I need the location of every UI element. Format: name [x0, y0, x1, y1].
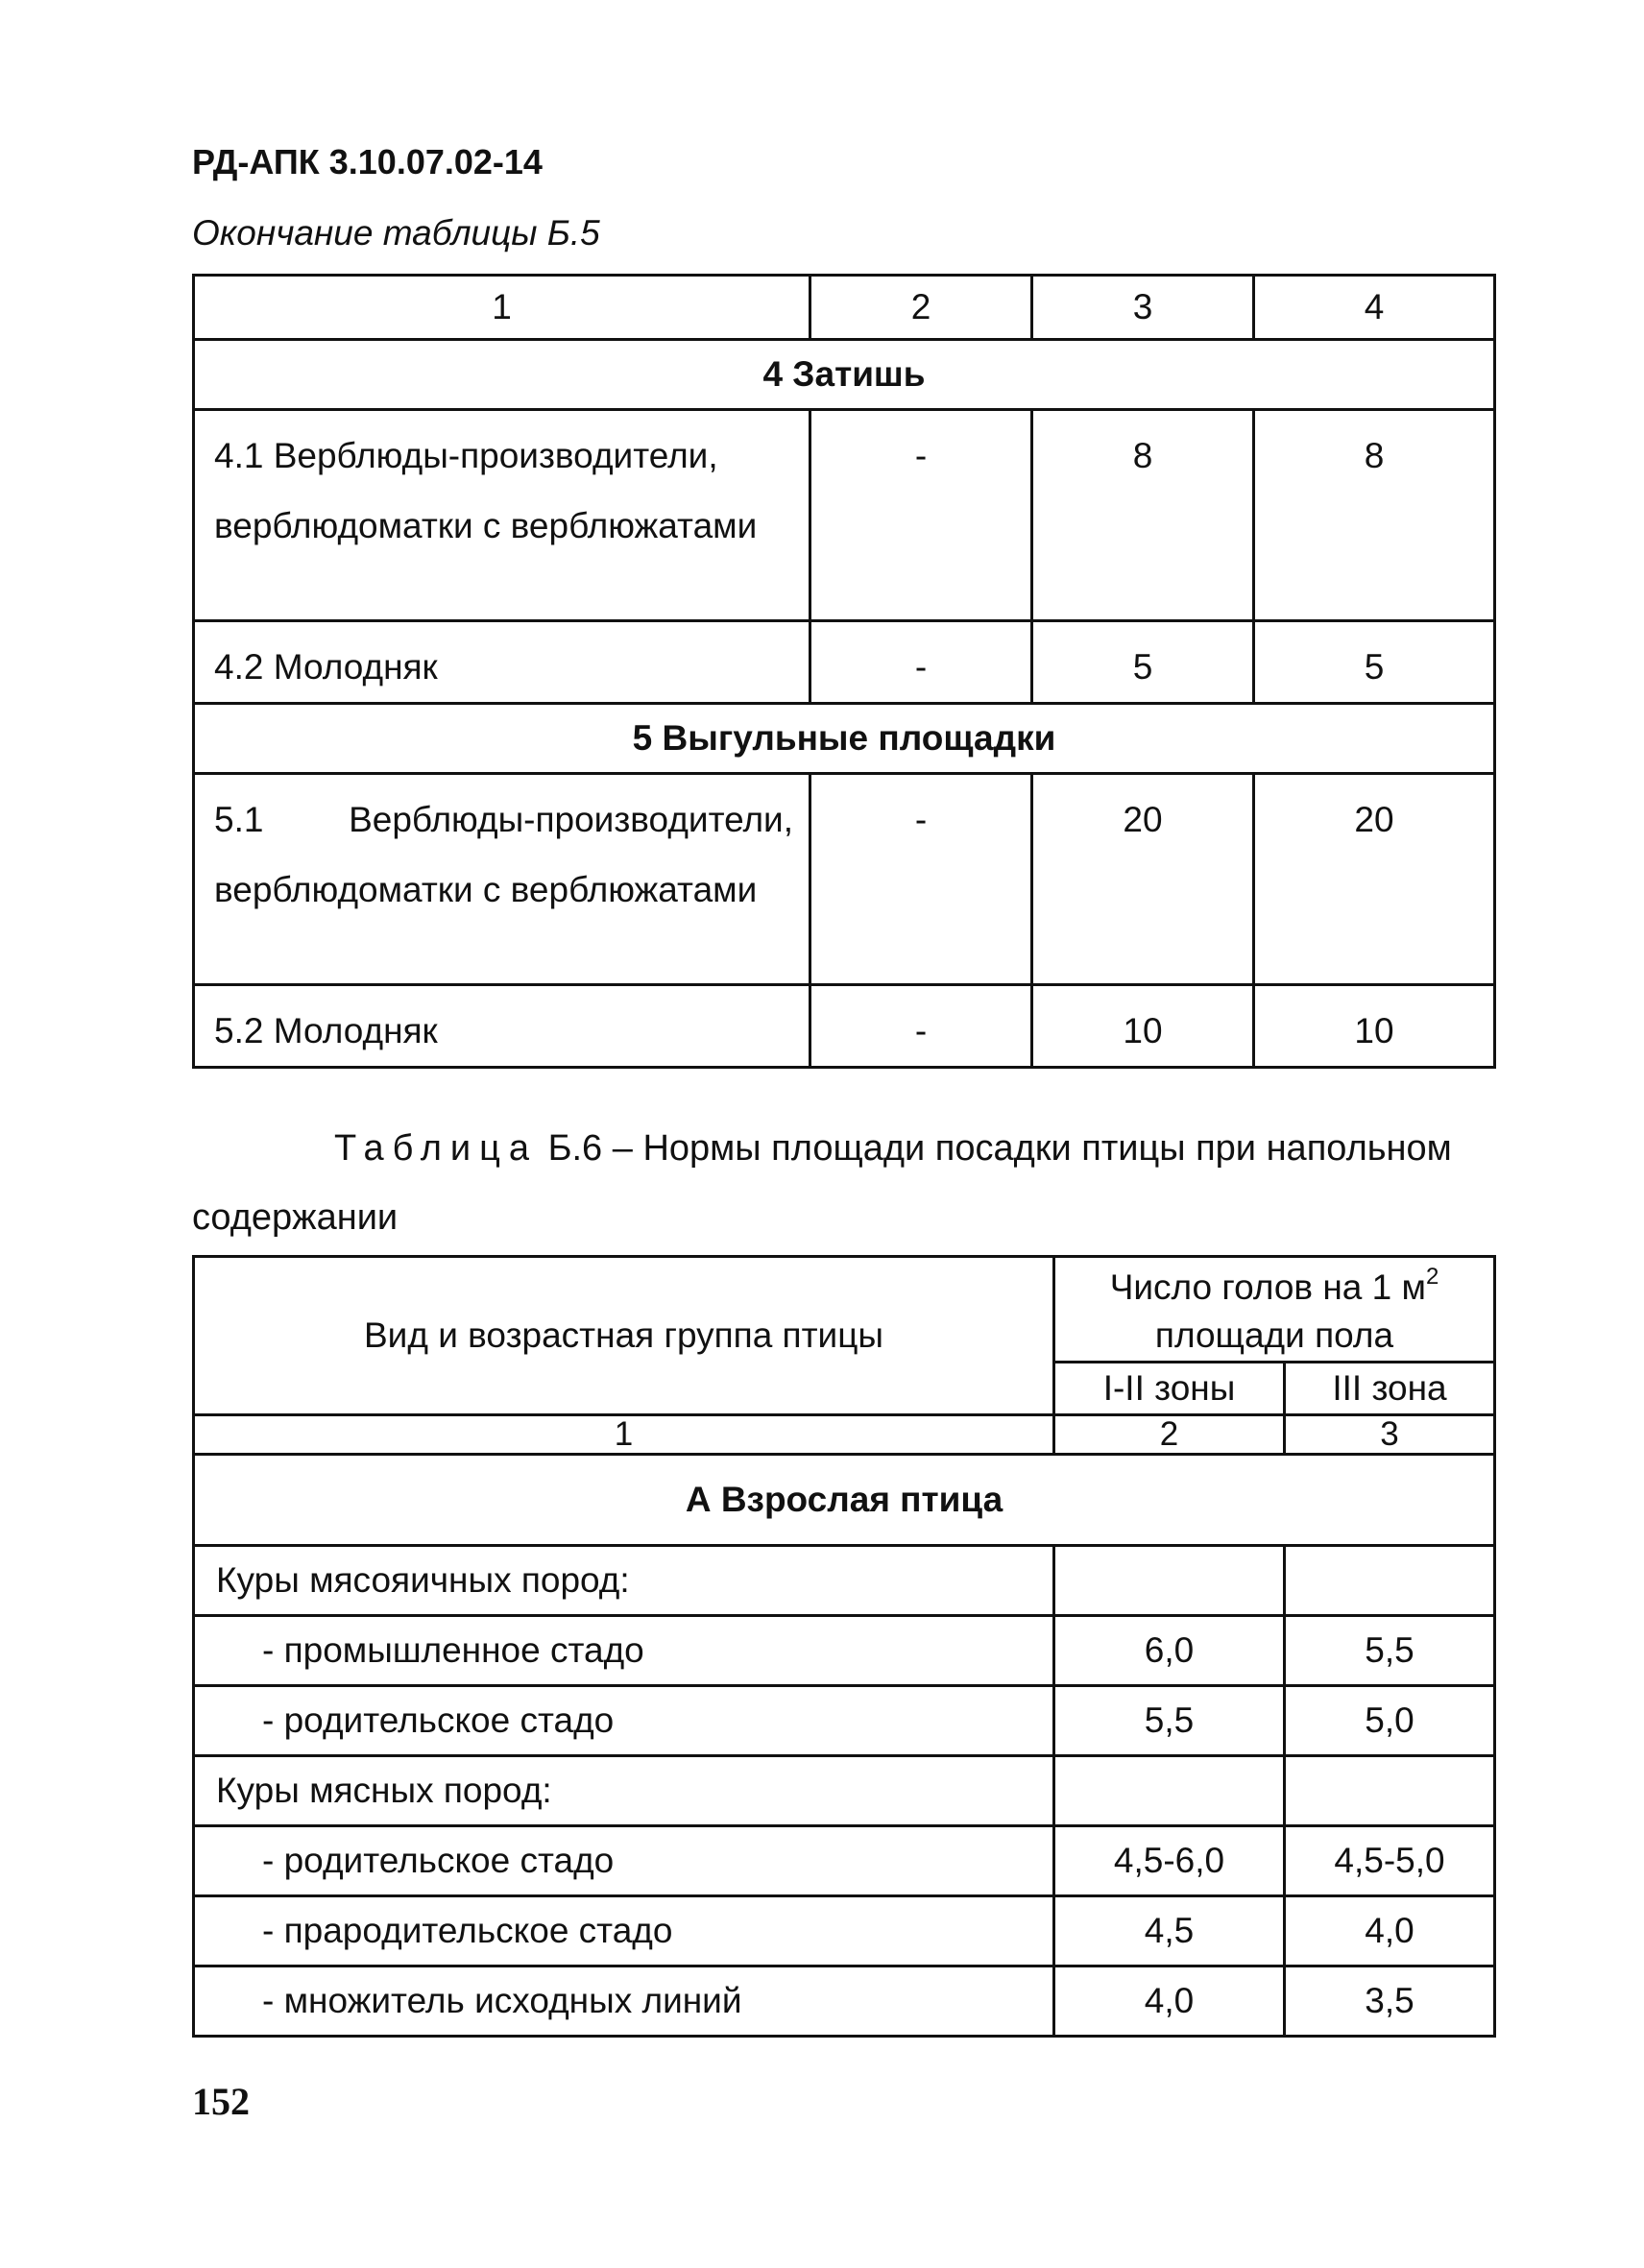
zone1-value	[1054, 1546, 1285, 1616]
row-value: 5	[1032, 621, 1254, 704]
table-row	[194, 1896, 1495, 1966]
row-value: 20	[1032, 774, 1254, 985]
column-number: 1	[194, 276, 810, 340]
row-value: 10	[1254, 985, 1495, 1068]
section-row	[194, 340, 1495, 410]
table-continuation-caption: Окончание таблицы Б.5	[192, 213, 600, 253]
zone1-value: 4,5-6,0	[1054, 1826, 1285, 1896]
table-row	[194, 1966, 1495, 2037]
row-name: 5.1 Верблюды-производители, верблюдоматки с верблюжатами	[194, 774, 810, 985]
section-title: 5 Выгульные площадки	[194, 704, 1495, 774]
column-number: 4	[1254, 276, 1495, 340]
zone2-value: 5,5	[1285, 1616, 1495, 1686]
zone2-value: 4,5-5,0	[1285, 1826, 1495, 1896]
zone2-value: 3,5	[1285, 1966, 1495, 2037]
row-value: 8	[1032, 410, 1254, 621]
column-number: 1	[194, 1415, 1054, 1455]
row-name: - родительское стадо	[194, 1826, 1054, 1896]
group-header-text: Число голов на 1 м	[1109, 1267, 1426, 1307]
row-value: -	[810, 410, 1032, 621]
row-name: 5.2 Молодняк	[194, 985, 810, 1068]
column-number: 3	[1032, 276, 1254, 340]
zone1-value: 4,5	[1054, 1896, 1285, 1966]
section-row	[194, 1455, 1495, 1546]
row-value: 8	[1254, 410, 1495, 621]
page-number: 152	[192, 2080, 250, 2123]
table-title: Б.6 – Нормы площади посадки птицы при напольном содержании	[192, 1128, 1452, 1238]
table-b6-caption	[192, 1114, 1493, 1252]
column-number-row	[194, 276, 1495, 340]
table-row	[194, 1756, 1495, 1826]
table-label: Таблица	[334, 1128, 538, 1169]
zone2-value: 4,0	[1285, 1896, 1495, 1966]
table-row	[194, 1826, 1495, 1896]
table-b5-continuation	[192, 274, 1496, 1069]
row-value: 10	[1032, 985, 1254, 1068]
zone-header: III зона	[1285, 1363, 1495, 1415]
col1-header: Вид и возрастная группа птицы	[194, 1257, 1054, 1415]
row-name: 4.1 Верблюды-производители, верблюдоматки с верблюжатами	[194, 410, 810, 621]
row-name: Куры мясояичных пород:	[194, 1546, 1054, 1616]
row-value: -	[810, 621, 1032, 704]
superscript: 2	[1425, 1263, 1439, 1290]
row-value: -	[810, 774, 1032, 985]
row-name: - промышленное стадо	[194, 1616, 1054, 1686]
group-header-text-2: площади пола	[1154, 1315, 1394, 1355]
row-name: - множитель исходных линий	[194, 1966, 1054, 2037]
row-value: -	[810, 985, 1032, 1068]
zone1-value: 5,5	[1054, 1686, 1285, 1756]
document-code: РД-АПК 3.10.07.02-14	[192, 142, 543, 181]
group-header	[1054, 1257, 1495, 1363]
row-value: 5	[1254, 621, 1495, 704]
table-row	[194, 1546, 1495, 1616]
row-name: Куры мясных пород:	[194, 1756, 1054, 1826]
row-name: 4.2 Молодняк	[194, 621, 810, 704]
table-row	[194, 774, 1495, 985]
zone2-value	[1285, 1546, 1495, 1616]
zone-header: I-II зоны	[1054, 1363, 1285, 1415]
section-row	[194, 704, 1495, 774]
table-row	[194, 1616, 1495, 1686]
row-name: - прародительское стадо	[194, 1896, 1054, 1966]
table-b6	[192, 1255, 1496, 2038]
table-row	[194, 621, 1495, 704]
row-value: 20	[1254, 774, 1495, 985]
zone1-value: 6,0	[1054, 1616, 1285, 1686]
zone1-value: 4,0	[1054, 1966, 1285, 2037]
section-title: 4 Затишь	[194, 340, 1495, 410]
zone2-value: 5,0	[1285, 1686, 1495, 1756]
table-row	[194, 1686, 1495, 1756]
column-number-row	[194, 1415, 1495, 1455]
column-number: 2	[810, 276, 1032, 340]
header-row	[194, 1257, 1495, 1363]
row-name: - родительское стадо	[194, 1686, 1054, 1756]
column-number: 3	[1285, 1415, 1495, 1455]
table-row	[194, 410, 1495, 621]
zone1-value	[1054, 1756, 1285, 1826]
column-number: 2	[1054, 1415, 1285, 1455]
zone2-value	[1285, 1756, 1495, 1826]
section-title: А Взрослая птица	[194, 1455, 1495, 1546]
table-row	[194, 985, 1495, 1068]
